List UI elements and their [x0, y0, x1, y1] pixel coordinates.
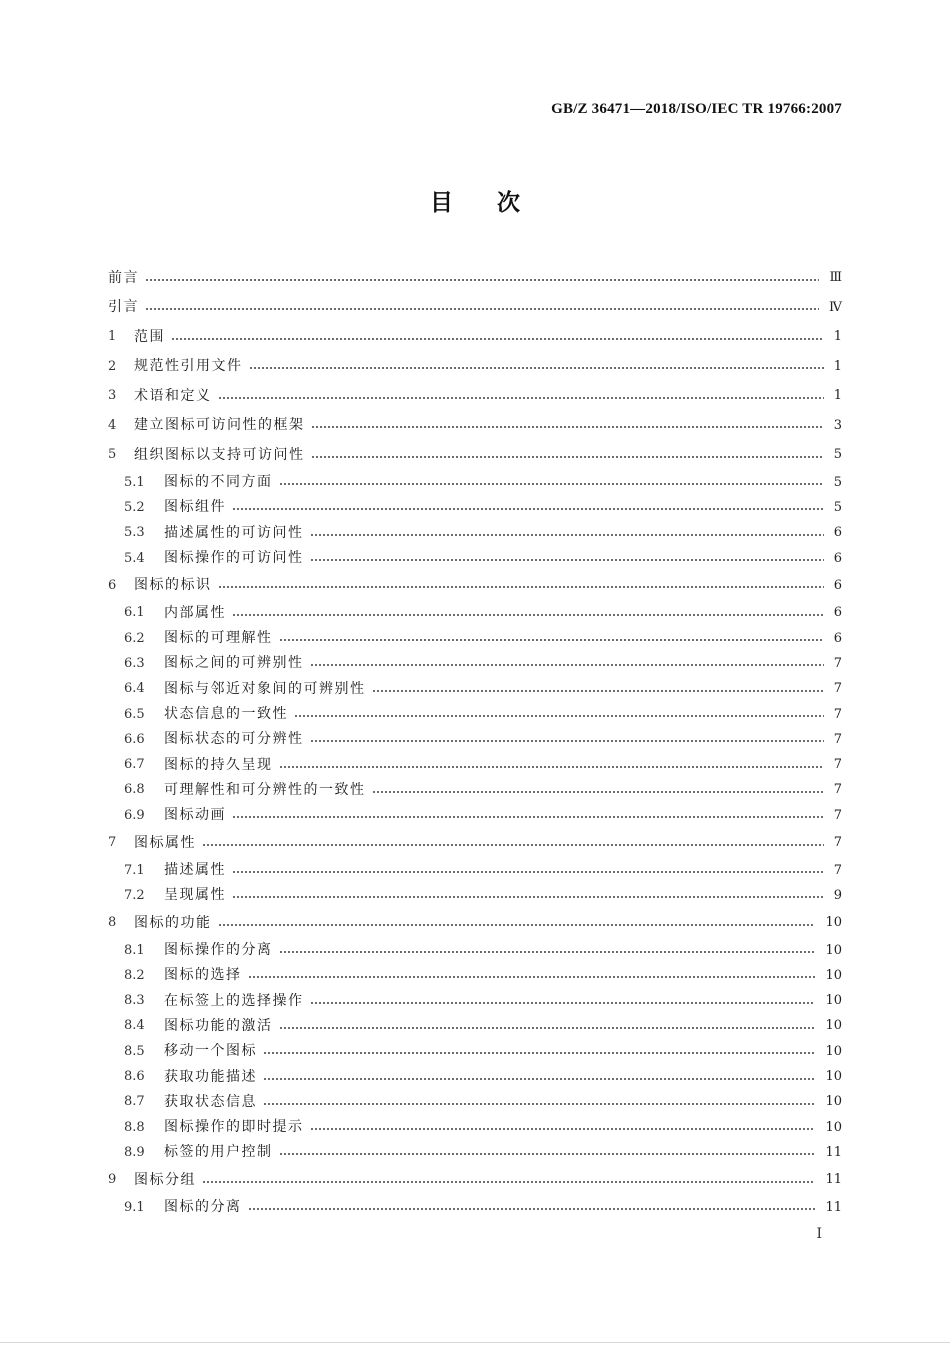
dot-leader [310, 994, 816, 1008]
toc-entry-page-number: 10 [825, 1018, 842, 1034]
dot-leader [263, 1095, 815, 1109]
dot-leader [218, 578, 824, 592]
table-of-contents [108, 263, 842, 1220]
toc-entry-page-number: 10 [825, 1119, 842, 1135]
toc-entry-page-number: 9 [833, 887, 842, 903]
toc-entry[interactable] [108, 857, 842, 882]
dot-leader [310, 732, 824, 746]
toc-entry-label: 移动一个图标 [164, 1043, 257, 1060]
toc-entry[interactable] [108, 1195, 842, 1220]
toc-entry-number: 6.7 [124, 757, 145, 773]
toc-entry-page-number: 6 [833, 605, 842, 621]
toc-entry-page-number: 10 [825, 967, 842, 983]
standard-number: GB/Z 36471—2018/ISO/IEC TR 19766:2007 [551, 101, 842, 117]
dot-leader [202, 836, 824, 850]
toc-entry-label: 术语和定义 [134, 387, 212, 404]
toc-entry[interactable] [108, 545, 842, 570]
toc-entry-page-number: 5 [833, 474, 842, 490]
toc-entry[interactable] [108, 495, 842, 520]
page-bottom-edge [0, 1342, 950, 1343]
toc-entry-page-number: 10 [825, 942, 842, 958]
toc-entry-page-number: 7 [833, 706, 842, 722]
page-title: 目次 [430, 190, 564, 216]
dot-leader [249, 359, 824, 373]
toc-entry-number: 6.3 [124, 655, 145, 671]
toc-entry-number: 8.3 [124, 993, 145, 1009]
dot-leader [263, 1070, 815, 1084]
dot-leader [279, 1145, 816, 1159]
toc-entry-label: 获取功能描述 [164, 1068, 257, 1085]
toc-entry-page-number: 3 [833, 417, 842, 433]
toc-entry-number: 8.5 [124, 1043, 145, 1059]
toc-entry-label: 描述属性的可访问性 [164, 524, 304, 541]
toc-entry-number: 1 [108, 329, 117, 345]
toc-entry-number: 8.1 [124, 942, 145, 958]
toc-entry-page-number: 1 [833, 388, 842, 404]
dot-leader [171, 330, 824, 344]
toc-entry[interactable] [108, 625, 842, 650]
toc-entry-number: 3 [108, 388, 117, 404]
dot-leader [279, 475, 824, 489]
toc-entry-page-number: 11 [825, 1172, 842, 1188]
toc-entry-page-number: 1 [833, 358, 842, 374]
toc-entry-label: 内部属性 [164, 604, 226, 621]
toc-entry-page-number: 1 [833, 329, 842, 345]
toc-entry[interactable] [108, 322, 842, 352]
toc-entry-label: 引言 [108, 299, 139, 316]
toc-entry-page-number: 11 [825, 1144, 842, 1160]
toc-entry[interactable] [108, 352, 842, 382]
toc-entry[interactable] [108, 263, 842, 293]
toc-entry[interactable] [108, 571, 842, 601]
toc-entry-number: 8.6 [124, 1069, 145, 1085]
toc-entry-number: 5.4 [124, 550, 145, 566]
toc-entry-label: 呈现属性 [164, 887, 226, 904]
dot-leader [311, 448, 824, 462]
toc-entry-number: 7 [108, 835, 117, 851]
toc-entry-number: 8.2 [124, 967, 145, 983]
toc-entry-number: 6.4 [124, 681, 145, 697]
dot-leader [263, 1044, 815, 1058]
dot-leader [232, 606, 824, 620]
toc-entry-label: 图标操作的可访问性 [164, 550, 304, 567]
toc-entry-number: 9.1 [124, 1199, 145, 1215]
dot-leader [279, 943, 816, 957]
toc-entry-label: 标签的用户控制 [164, 1144, 273, 1161]
dot-leader [310, 656, 824, 670]
toc-entry[interactable] [108, 600, 842, 625]
toc-entry[interactable] [108, 803, 842, 828]
toc-entry-number: 5 [108, 447, 117, 463]
dot-leader [218, 916, 816, 930]
toc-entry-number: 6.2 [124, 630, 145, 646]
toc-entry[interactable] [108, 963, 842, 988]
toc-entry-number: 5.2 [124, 499, 145, 515]
toc-entry-label: 图标与邻近对象间的可辨别性 [164, 680, 366, 697]
toc-entry-label: 图标组件 [164, 499, 226, 516]
toc-entry-label: 图标动画 [164, 807, 226, 824]
toc-entry-label: 可理解性和可分辨性的一致性 [164, 781, 366, 798]
toc-entry-page-number: 10 [825, 993, 842, 1009]
toc-entry-page-number: 7 [833, 807, 842, 823]
toc-entry-number: 2 [108, 358, 117, 374]
toc-entry-label: 图标分组 [134, 1171, 196, 1188]
toc-entry-page-number: 6 [833, 577, 842, 593]
toc-entry[interactable] [108, 440, 842, 470]
toc-entry[interactable] [108, 752, 842, 777]
toc-entry-label: 图标功能的激活 [164, 1017, 273, 1034]
toc-entry-label: 图标操作的即时提示 [164, 1119, 304, 1136]
toc-entry[interactable] [108, 381, 842, 411]
toc-entry-label: 图标的分离 [164, 1199, 242, 1216]
toc-entry-number: 8 [108, 915, 117, 931]
toc-entry-page-number: 6 [833, 630, 842, 646]
toc-entry-number: 5.1 [124, 474, 145, 490]
toc-entry-page-number: 11 [825, 1199, 842, 1215]
toc-entry-page-number: 10 [825, 1043, 842, 1059]
toc-entry-page-number: 7 [833, 655, 842, 671]
toc-entry[interactable] [108, 470, 842, 495]
toc-entry-page-number: 5 [833, 499, 842, 515]
dot-leader [232, 500, 824, 514]
toc-entry-number: 8.7 [124, 1094, 145, 1110]
toc-entry-number: 6.5 [124, 706, 145, 722]
toc-entry-label: 图标属性 [134, 834, 196, 851]
toc-entry[interactable] [108, 1140, 842, 1165]
dot-leader [372, 682, 824, 696]
toc-entry[interactable] [108, 651, 842, 676]
dot-leader [310, 526, 824, 540]
toc-entry-label: 范围 [134, 328, 165, 345]
toc-entry[interactable] [108, 1064, 842, 1089]
toc-entry[interactable] [108, 1089, 842, 1114]
dot-leader [279, 758, 824, 772]
toc-entry-number: 8.8 [124, 1119, 145, 1135]
dot-leader [218, 389, 824, 403]
toc-entry-label: 图标之间的可辨别性 [164, 655, 304, 672]
toc-entry[interactable] [108, 937, 842, 962]
toc-entry-page-number: Ⅲ [829, 270, 842, 286]
toc-entry-label: 前言 [108, 269, 139, 286]
toc-entry-label: 获取状态信息 [164, 1093, 257, 1110]
toc-entry-number: 8.9 [124, 1144, 145, 1160]
toc-entry-label: 建立图标可访问性的框架 [134, 417, 305, 434]
toc-entry[interactable] [108, 676, 842, 701]
toc-entry-label: 组织图标以支持可访问性 [134, 446, 305, 463]
dot-leader [248, 968, 816, 982]
toc-entry-label: 图标的标识 [134, 577, 212, 594]
toc-entry-page-number: 7 [833, 862, 842, 878]
toc-entry-number: 6.1 [124, 605, 145, 621]
toc-entry-label: 图标的功能 [134, 914, 212, 931]
toc-entry[interactable] [108, 988, 842, 1013]
toc-entry-number: 8.4 [124, 1018, 145, 1034]
toc-entry-number: 6.6 [124, 731, 145, 747]
dot-leader [248, 1200, 816, 1214]
dot-leader [310, 551, 824, 565]
toc-entry[interactable] [108, 520, 842, 545]
toc-entry-page-number: 5 [833, 447, 842, 463]
toc-entry[interactable] [108, 727, 842, 752]
toc-entry-number: 4 [108, 417, 117, 433]
toc-entry-page-number: 6 [833, 525, 842, 541]
toc-entry[interactable] [108, 883, 842, 908]
page-folio: Ⅰ [816, 1226, 822, 1242]
toc-entry[interactable] [108, 1165, 842, 1195]
toc-entry-page-number: 10 [825, 1069, 842, 1085]
toc-entry-page-number: 7 [833, 681, 842, 697]
toc-entry-page-number: 10 [825, 1094, 842, 1110]
toc-entry-page-number: 7 [833, 731, 842, 747]
dot-leader [310, 1120, 816, 1134]
dot-leader [279, 1019, 816, 1033]
dot-leader [279, 631, 824, 645]
toc-entry-label: 在标签上的选择操作 [164, 992, 304, 1009]
dot-leader [202, 1173, 815, 1187]
toc-entry-label: 状态信息的一致性 [164, 706, 288, 723]
toc-entry-label: 图标的可理解性 [164, 630, 273, 647]
dot-leader [372, 783, 824, 797]
dot-leader [232, 808, 824, 822]
toc-entry-number: 5.3 [124, 525, 145, 541]
toc-entry[interactable] [108, 411, 842, 441]
toc-entry-label: 图标的持久呈现 [164, 756, 273, 773]
toc-entry[interactable] [108, 828, 842, 858]
toc-entry[interactable] [108, 1013, 842, 1038]
dot-leader [232, 863, 824, 877]
toc-entry-label: 图标状态的可分辨性 [164, 731, 304, 748]
toc-entry-page-number: 6 [833, 550, 842, 566]
toc-entry[interactable] [108, 1039, 842, 1064]
toc-entry-page-number: 7 [833, 835, 842, 851]
toc-entry[interactable] [108, 777, 842, 802]
toc-entry-page-number: Ⅳ [829, 299, 842, 315]
dot-leader [311, 418, 824, 432]
toc-entry-number: 7.1 [124, 862, 145, 878]
dot-leader [232, 888, 824, 902]
toc-entry-page-number: 7 [833, 757, 842, 773]
toc-entry-page-number: 10 [825, 915, 842, 931]
toc-entry[interactable] [108, 1115, 842, 1140]
toc-entry[interactable] [108, 293, 842, 323]
toc-entry-number: 7.2 [124, 887, 145, 903]
toc-entry-label: 描述属性 [164, 862, 226, 878]
dot-leader [145, 300, 819, 314]
toc-entry-label: 规范性引用文件 [134, 358, 243, 375]
toc-entry[interactable] [108, 701, 842, 726]
toc-entry[interactable] [108, 908, 842, 938]
toc-entry-label: 图标操作的分离 [164, 942, 273, 959]
toc-entry-page-number: 7 [833, 782, 842, 798]
dot-leader [294, 707, 824, 721]
dot-leader [145, 271, 819, 285]
toc-entry-number: 9 [108, 1172, 117, 1188]
toc-entry-number: 6.9 [124, 807, 145, 823]
toc-entry-number: 6.8 [124, 782, 145, 798]
toc-entry-number: 6 [108, 577, 117, 593]
toc-entry-label: 图标的选择 [164, 967, 242, 984]
toc-entry-label: 图标的不同方面 [164, 474, 273, 491]
